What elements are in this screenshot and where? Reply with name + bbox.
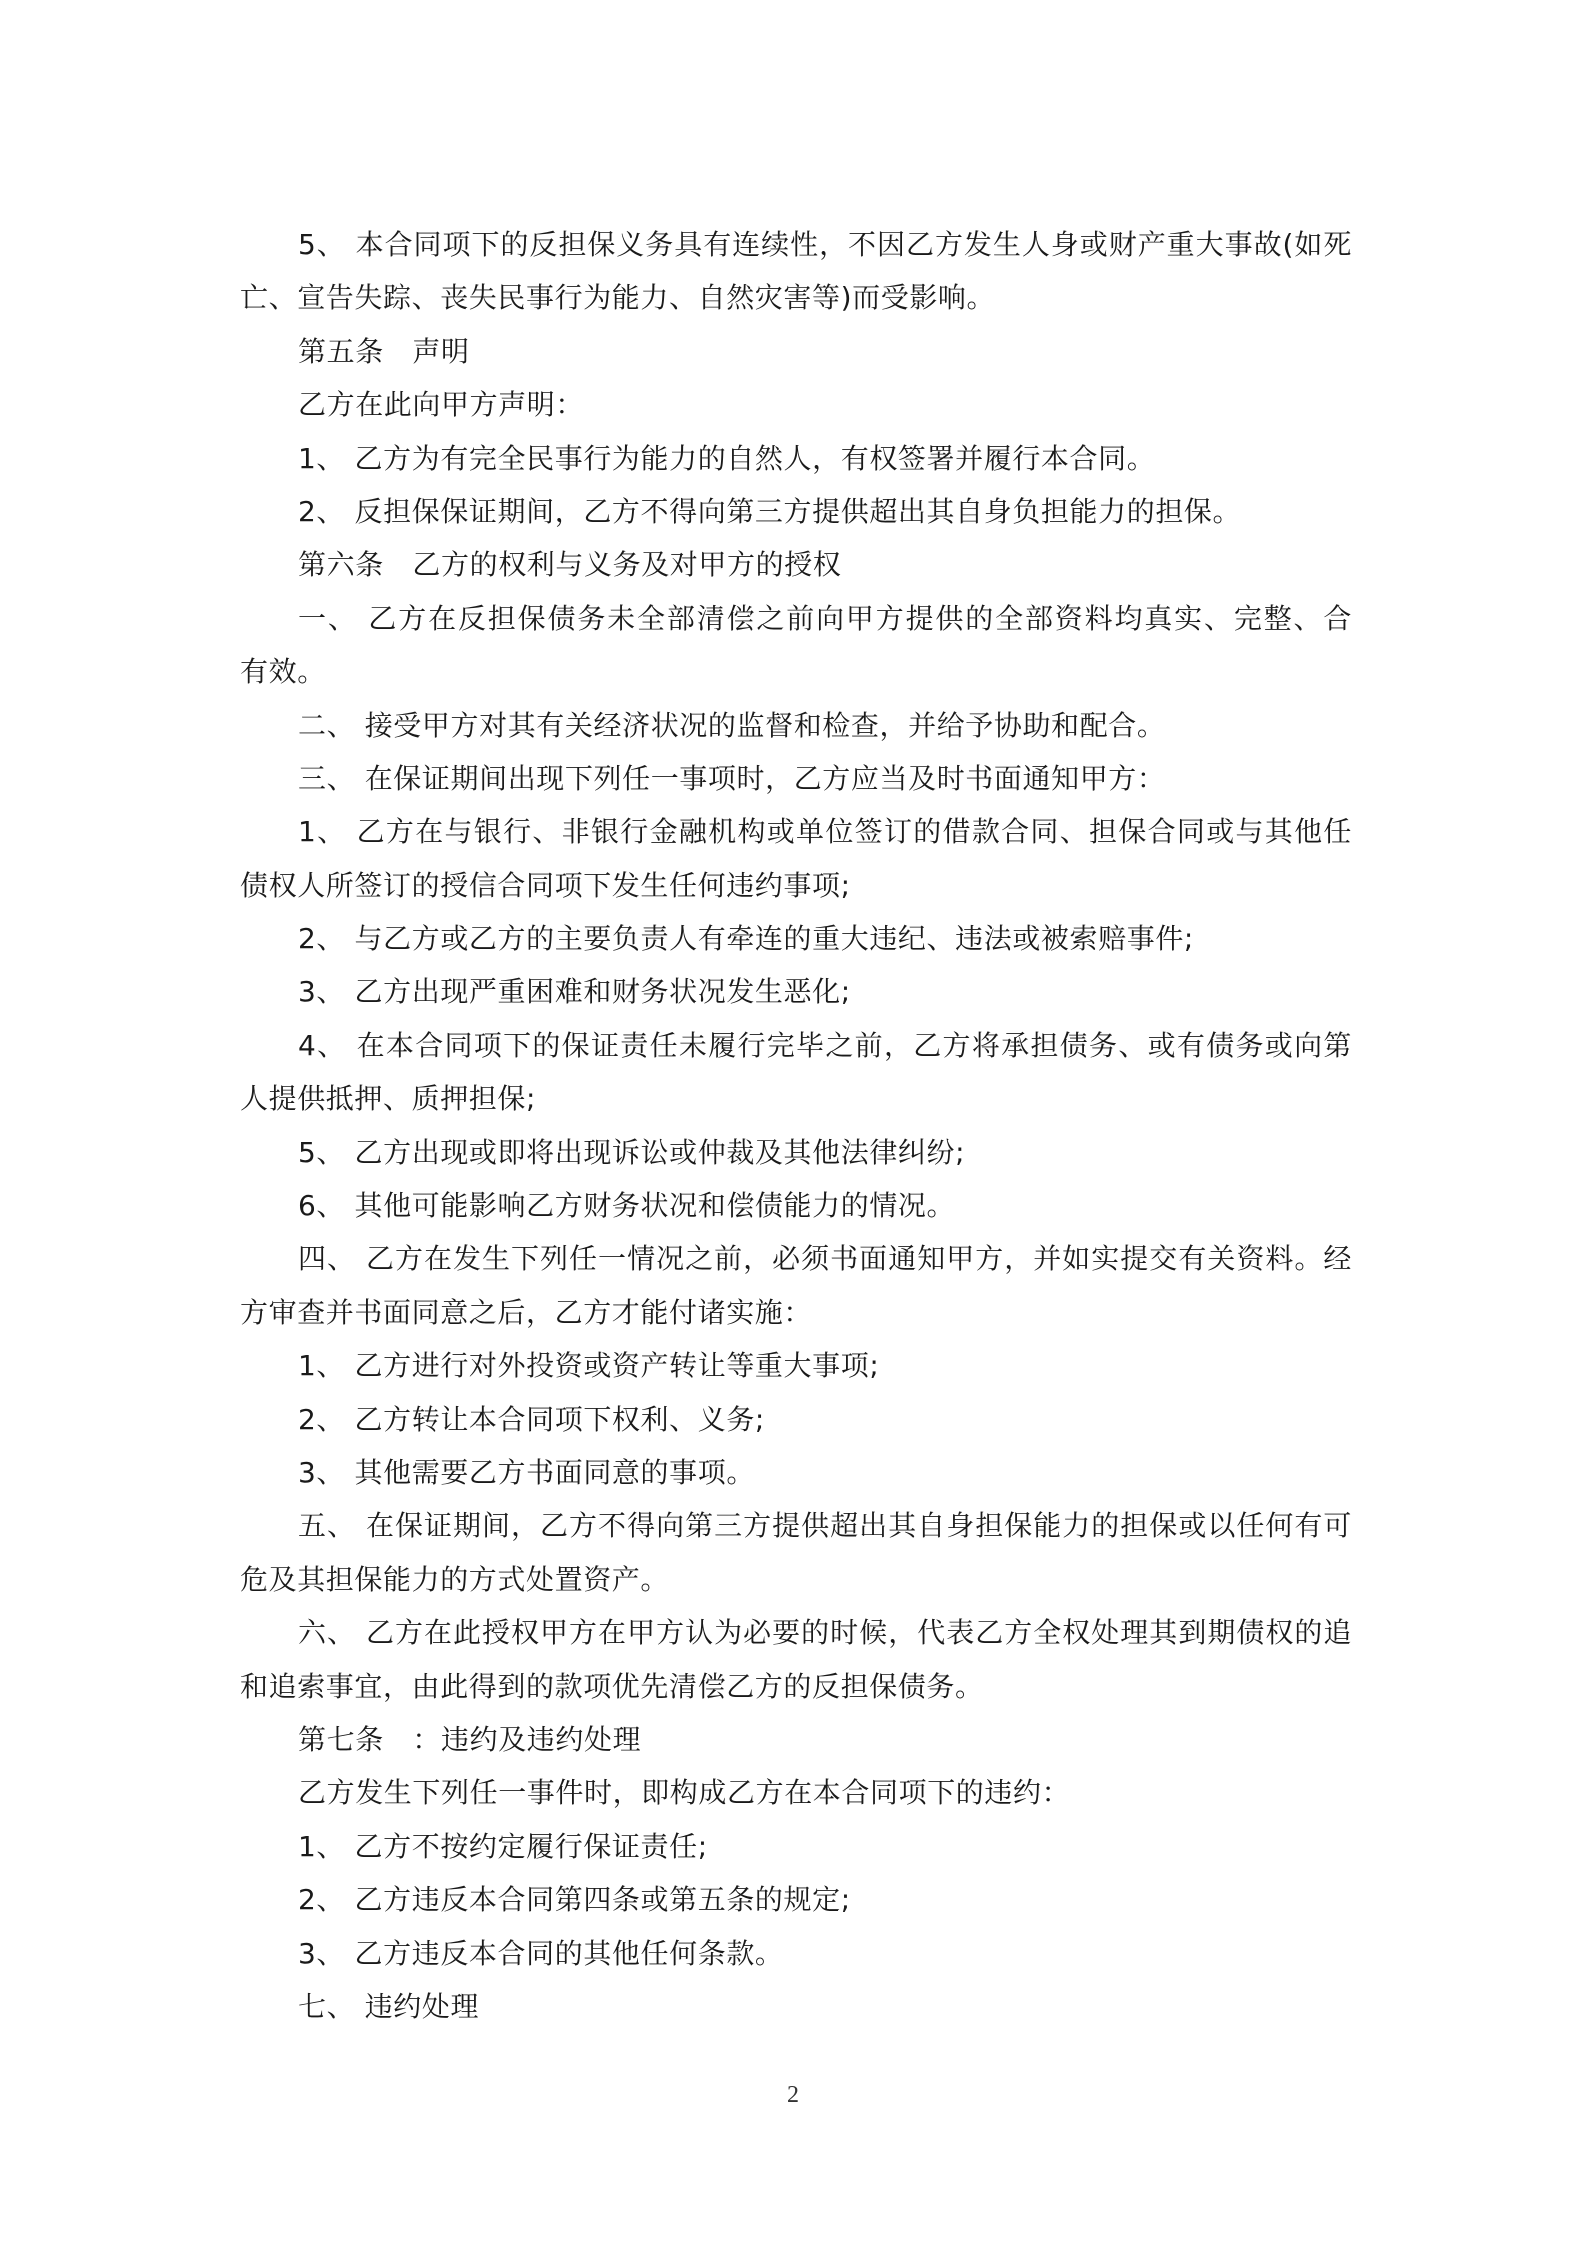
paragraph-line: 六、 乙方在此授权甲方在甲方认为必要的时候，代表乙方全权处理其到期债权的追	[298, 1616, 1352, 1650]
page-number: 2	[787, 2082, 799, 2108]
paragraph-line: 3、 其他需要乙方书面同意的事项。	[298, 1455, 755, 1489]
section-heading: 第五条 声明	[298, 334, 470, 368]
paragraph-line: 1、 乙方在与银行、非银行金融机构或单位签订的借款合同、担保合同或与其他任	[298, 815, 1352, 849]
paragraph-line: 五、 在保证期间，乙方不得向第三方提供超出其自身担保能力的担保或以任何有可	[298, 1509, 1352, 1543]
paragraph-line: 亡、宣告失踪、丧失民事行为能力、自然灾害等)而受影响。	[240, 281, 996, 315]
paragraph-line: 方审查并书面同意之后，乙方才能付诸实施：	[240, 1295, 813, 1329]
paragraph-line: 2、 乙方转让本合同项下权利、义务;	[298, 1402, 765, 1436]
paragraph-line: 2、 与乙方或乙方的主要负责人有牵连的重大违纪、违法或被索赔事件;	[298, 922, 1194, 956]
paragraph-line: 三、 在保证期间出现下列任一事项时，乙方应当及时书面通知甲方：	[298, 761, 1166, 795]
paragraph-line: 危及其担保能力的方式处置资产。	[240, 1562, 670, 1596]
paragraph-line: 3、 乙方违反本合同的其他任何条款。	[298, 1936, 784, 1970]
paragraph-line: 5、 乙方出现或即将出现诉讼或仲裁及其他法律纠纷;	[298, 1135, 966, 1169]
paragraph-line: 乙方在此向甲方声明：	[298, 388, 585, 422]
paragraph-line: 1、 乙方进行对外投资或资产转让等重大事项;	[298, 1349, 880, 1383]
paragraph-line: 一、 乙方在反担保债务未全部清偿之前向甲方提供的全部资料均真实、完整、合	[298, 601, 1352, 635]
paragraph-line: 七、 违约处理	[298, 1989, 480, 2023]
paragraph-line: 有效。	[240, 655, 326, 689]
paragraph-line: 6、 其他可能影响乙方财务状况和偿债能力的情况。	[298, 1189, 956, 1223]
paragraph-line: 乙方发生下列任一事件时，即构成乙方在本合同项下的违约：	[298, 1776, 1071, 1810]
document-body	[240, 218, 1352, 2033]
paragraph-line: 1、 乙方不按约定履行保证责任;	[298, 1829, 708, 1863]
paragraph-line: 4、 在本合同项下的保证责任未履行完毕之前，乙方将承担债务、或有债务或向第	[298, 1028, 1352, 1062]
paragraph-line: 债权人所签订的授信合同项下发生任何违约事项;	[240, 868, 851, 902]
paragraph-line: 二、 接受甲方对其有关经济状况的监督和检查，并给予协助和配合。	[298, 708, 1166, 742]
paragraph-line: 1、 乙方为有完全民事行为能力的自然人，有权签署并履行本合同。	[298, 441, 1156, 475]
section-heading: 第七条 ：违约及违约处理	[298, 1722, 642, 1756]
paragraph-line: 3、 乙方出现严重困难和财务状况发生恶化;	[298, 975, 851, 1009]
paragraph-line: 2、 反担保保证期间，乙方不得向第三方提供超出其自身负担能力的担保。	[298, 494, 1242, 528]
paragraph-line: 5、 本合同项下的反担保义务具有连续性，不因乙方发生人身或财产重大事故(如死	[298, 228, 1352, 261]
section-heading: 第六条 乙方的权利与义务及对甲方的授权	[298, 548, 842, 582]
paragraph-line: 和追索事宜，由此得到的款项优先清偿乙方的反担保债务。	[240, 1669, 984, 1703]
paragraph-line: 2、 乙方违反本合同第四条或第五条的规定;	[298, 1883, 851, 1917]
paragraph-line: 四、 乙方在发生下列任一情况之前，必须书面通知甲方，并如实提交有关资料。经	[298, 1242, 1352, 1276]
paragraph-line: 人提供抵押、质押担保;	[240, 1082, 537, 1116]
